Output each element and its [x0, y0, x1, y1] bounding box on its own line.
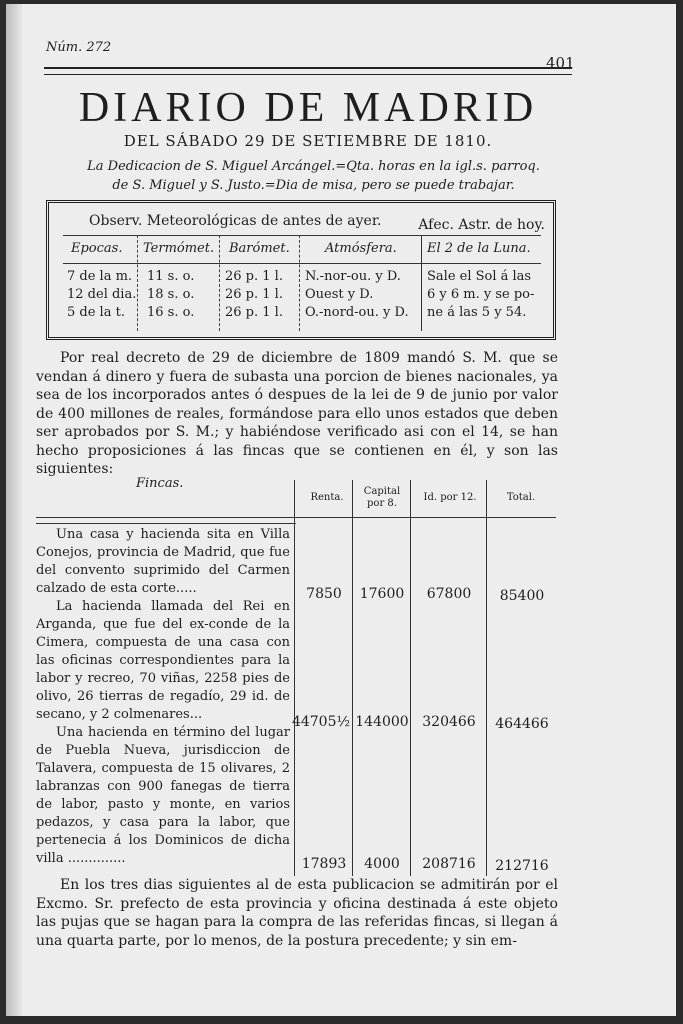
epoca-cell: 7 de la m.: [67, 269, 133, 284]
capital-header: Capital por 8.: [363, 486, 401, 509]
astro-line: Sale el Sol á las: [427, 269, 532, 284]
atmosfera-cell: Ouest y D.: [305, 287, 374, 302]
table-divider: [294, 480, 295, 876]
total-value: 212716: [495, 858, 549, 874]
table-rule: [36, 523, 296, 524]
barometro-cell: 26 p. 1 l.: [225, 287, 283, 302]
closing-paragraph: En los tres dias siguientes al de esta publicacion se admitirán por el Excmo. Sr. prefecto de esta provincia y oficina destinada á este objeto las pujas que se hagan para la compra de las referidas fincas, si llegan á una quarta parte, por lo menos, de la postura precedente; y sin em-: [36, 877, 558, 949]
id-value: 208716: [422, 856, 476, 872]
table-divider: [486, 480, 487, 876]
renta-value: 17893: [301, 856, 347, 872]
capital-value: 144000: [355, 714, 409, 730]
issue-number: Núm. 272: [46, 40, 112, 55]
renta-value: 44705½: [291, 714, 351, 730]
weather-title: Observ. Meteorológicas de antes de ayer.: [89, 213, 382, 229]
col-atmosfera: Atmósfera.: [325, 241, 397, 256]
col-luna: El 2 de la Luna.: [427, 241, 531, 256]
termometro-cell: 16 s. o.: [147, 305, 195, 320]
renta-value: 7850: [306, 586, 342, 602]
header-rule-thick: [44, 67, 572, 69]
total-header: Total.: [506, 492, 536, 503]
dateline: DEL SÁBADO 29 DE SETIEMBRE DE 1810.: [123, 132, 493, 150]
page-number: 401: [546, 54, 575, 72]
astro-title: Afec. Astr. de hoy.: [418, 217, 545, 233]
binding-gutter: [6, 4, 22, 1016]
saint-line-2: de S. Miguel y S. Justo.=Dia de misa, pero se puede trabajar.: [112, 178, 515, 193]
id-header: Id. por 12.: [423, 492, 477, 503]
table-rule: [36, 517, 556, 518]
termometro-cell: 11 s. o.: [147, 269, 195, 284]
astro-line: 6 y 6 m. y se po-: [427, 287, 535, 302]
id-value: 67800: [426, 586, 472, 602]
atmosfera-cell: N.-nor-ou. y D.: [305, 269, 401, 284]
saint-line-1: La Dedicacion de S. Miguel Arcángel.=Qta. horas en la igl.s. parroq.: [87, 159, 540, 174]
epoca-cell: 12 del dia.: [67, 287, 137, 302]
weather-divider: [137, 235, 138, 331]
finca-description: La hacienda llamada del Rei en Arganda, que fue del ex-conde de la Cimera, compuesta de una casa con las oficinas correspondientes para la labor y recreo, 70 viñas, 2258 pies de olivo, 26 tierras de regadío, 29 id. de secano, y 2 colmenares...: [36, 599, 290, 722]
finca-description: Una casa y hacienda sita en Villa Conejos, provincia de Madrid, que fue del convento suprimido del Carmen calzado de esta corte.....: [36, 527, 290, 596]
total-value: 464466: [495, 716, 549, 732]
col-termometro: Termómet.: [143, 241, 215, 256]
header-rule-thin: [44, 74, 572, 75]
col-barometro: Barómet.: [229, 241, 290, 256]
termometro-cell: 18 s. o.: [147, 287, 195, 302]
weather-divider: [219, 235, 220, 331]
masthead-title: DIARIO DE MADRID: [78, 85, 538, 131]
weather-box: [46, 200, 556, 340]
weather-divider: [421, 235, 422, 331]
renta-header: Renta.: [310, 492, 344, 503]
table-divider: [352, 480, 353, 876]
astro-line: ne á las 5 y 54.: [427, 305, 527, 320]
barometro-cell: 26 p. 1 l.: [225, 269, 283, 284]
weather-rule-top: [63, 235, 541, 236]
barometro-cell: 26 p. 1 l.: [225, 305, 283, 320]
atmosfera-cell: O.-nord-ou. y D.: [305, 305, 409, 320]
intro-paragraph: Por real decreto de 29 de diciembre de 1809 mandó S. M. que se vendan á dinero y fuera de subasta una porcion de bienes nacionales, ya sea de los incorporados antes ó despues de la lei de 9 de junio por valor de 400 millones de reales, formándose para ello unos estados que deben ser aprobados por S. M.; y habiéndose verificado asi con el 14, se han hecho proposiciones á las fincas que se contienen en él, y son las siguientes:: [36, 350, 558, 477]
table-divider: [410, 480, 411, 876]
fincas-header: Fincas.: [136, 476, 184, 491]
weather-rule-mid: [63, 263, 541, 264]
weather-divider: [299, 235, 300, 331]
total-value: 85400: [499, 588, 545, 604]
epoca-cell: 5 de la t.: [67, 305, 125, 320]
capital-value: 17600: [359, 586, 405, 602]
finca-description: Una hacienda en término del lugar de Puebla Nueva, jurisdiccion de Talavera, compuesta de 15 olivares, 2 labranzas con 900 fanegas de tierra de labor, pasto y monte, en varios pedazos, y casa para la labor, que pertenecia á los Dominicos de dicha villa ..............: [36, 725, 290, 866]
col-epocas: Epocas.: [71, 241, 123, 256]
id-value: 320466: [422, 714, 476, 730]
newspaper-page: [6, 4, 676, 1016]
capital-value: 4000: [364, 856, 400, 872]
